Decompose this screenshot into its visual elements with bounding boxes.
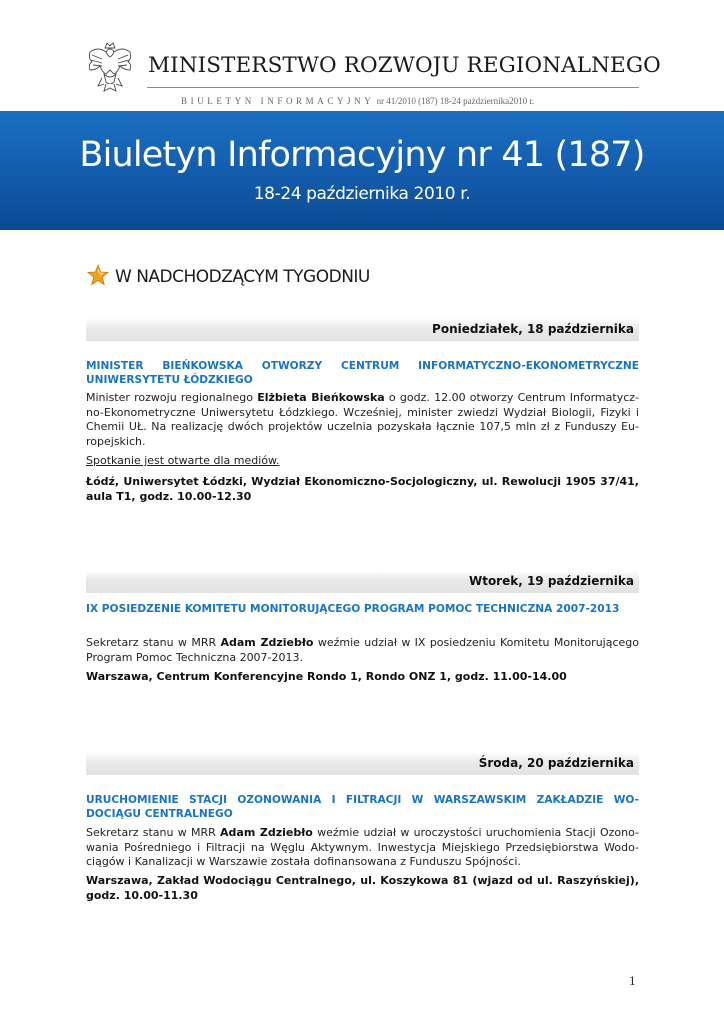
star-icon (86, 263, 110, 287)
event-text: weźmie udział w IX posiedzeniu Komitetu Monitorującego Program Pomoc Techniczna 2007-2013. (86, 636, 639, 664)
section-title: W NADCHODZĄCYM TYGODNIU (115, 267, 370, 287)
bulletin-subline (181, 96, 641, 106)
bulletin-title: Biuletyn Informacyjny nr 41 (187) (79, 135, 645, 175)
bulletin-date: 18-24 października 2010 r. (253, 184, 471, 204)
event-title: URUCHOMIENIE STACJI OZONOWANIA I FILTRACJI W WARSZAWSKIM ZAKŁADZIE WO-DOCIĄGU CENTRALNEGO (86, 794, 639, 820)
subline-title: BIULETYN INFORMACYJNY (181, 96, 375, 106)
event-description (86, 391, 639, 449)
day-header-monday (86, 318, 639, 341)
day-label: Środa, 20 października (478, 756, 634, 770)
event-title: MINISTER BIEŃKOWSKA OTWORZY CENTRUM INFORMATYCZNO-EKONOMETRYCZNE UNIWERSYTETU ŁÓDZKIEGO (86, 360, 639, 386)
day-header-wednesday (86, 752, 639, 775)
person-name: Adam Zdziebło (220, 636, 314, 649)
person-name: Elżbieta Bieńkowska (257, 391, 385, 404)
ministry-name: MINISTERSTWO ROZWOJU REGIONALNEGO (148, 53, 661, 78)
event-text: weźmie udział w uroczystości uruchomienia Stacji Ozono-wania Pośredniego i Filtracji na Węglu Aktywnym. Inwestycja Miejskiego Przedsiębiorstwa Wodo-ciągów i Kanalizacji w Warszawie została dofinansowana z Funduszu Spójności. (86, 826, 639, 868)
event-text: Minister rozwoju regionalnego (86, 391, 258, 404)
header-rule (147, 87, 639, 88)
event-description (86, 636, 639, 665)
day-label: Poniedziałek, 18 października (432, 322, 634, 336)
event-location: Łódź, Uniwersytet Łódzki, Wydział Ekonomiczno-Socjologiczny, ul. Rewolucji 1905 37/41, aula T1, godz. 10.00-12.30 (86, 475, 639, 503)
day-header-tuesday (86, 570, 639, 593)
event-text: Sekretarz stanu w MRR (86, 636, 221, 649)
event-location: Warszawa, Zakład Wodociągu Centralnego, ul. Koszykowa 81 (wjazd od ul. Raszyńskiej), godz. 10.00-11.30 (86, 874, 639, 902)
page-number: 1 (629, 973, 636, 988)
eagle-emblem-icon (84, 40, 136, 94)
day-label: Wtorek, 19 października (468, 574, 634, 588)
subline-issue: nr 41/2010 (187) 18-24 października2010 r. (376, 96, 535, 106)
event-text: o godz. 12.00 otworzy Centrum Informatycz-no-Ekonometryczne Uniwersytetu Łódzkiego. Wcześniej, minister zwiedzi Wydział Biologii, Fizyki i Chemii UŁ. Na realizację dwóch projektów uczelnia pozyskała łącznie 107,5 mln zł z Funduszy Eu-ropejskich. (86, 391, 640, 448)
event-description (86, 826, 639, 870)
event-title: IX POSIEDZENIE KOMITETU MONITORUJĄCEGO PROGRAM POMOC TECHNICZNA 2007-2013 (86, 603, 620, 615)
press-note: Spotkanie jest otwarte dla mediów. (86, 454, 280, 467)
person-name: Adam Zdziebło (220, 826, 313, 839)
event-location: Warszawa, Centrum Konferencyjne Rondo 1, Rondo ONZ 1, godz. 11.00-14.00 (86, 670, 567, 683)
event-text: Sekretarz stanu w MRR (86, 826, 221, 839)
title-banner (0, 111, 724, 230)
